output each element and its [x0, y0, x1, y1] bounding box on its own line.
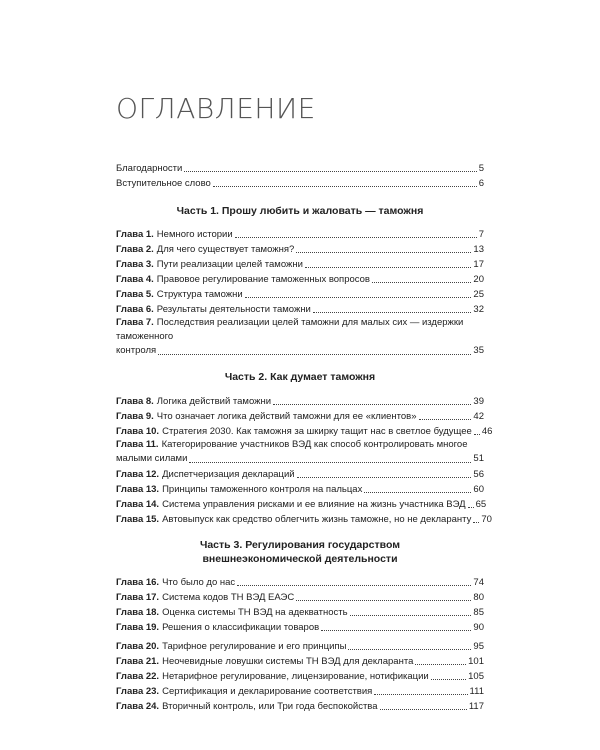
dot-leader: [158, 354, 471, 355]
entry-page: 7: [478, 229, 484, 240]
dot-leader: [468, 507, 474, 508]
entry-title: Немного истории: [156, 229, 233, 240]
dot-leader: [237, 585, 471, 586]
entry-title: Что было до нас: [162, 577, 236, 588]
toc-entry[interactable]: [116, 438, 484, 466]
entry-title: Оценка системы ТН ВЭД на адекватность: [162, 607, 348, 618]
chapter-label: Глава 7.: [116, 317, 154, 328]
toc-entry[interactable]: [116, 481, 484, 496]
entry-title-cont: малыми силами: [116, 453, 188, 464]
entry-title-line: [116, 316, 484, 344]
entry-title: Последствия реализации целей таможни для малых сих — издержки таможенного: [116, 317, 464, 342]
dot-leader: [313, 312, 472, 313]
chapter-label: Глава 20.: [116, 641, 160, 652]
entry-title: Результаты деятельности таможни: [156, 304, 311, 315]
dot-leader: [374, 694, 467, 695]
entry-page: 80: [473, 592, 484, 603]
toc-entry[interactable]: [116, 619, 484, 634]
table-of-contents: [116, 160, 493, 713]
toc-entry[interactable]: [116, 668, 484, 683]
toc-entry[interactable]: [116, 393, 484, 408]
chapter-label: Глава 10.: [116, 426, 160, 437]
entry-title-line: [116, 438, 484, 452]
chapter-label: Глава 12.: [116, 469, 160, 480]
toc-entry[interactable]: [116, 301, 484, 316]
dot-leader: [184, 171, 476, 172]
entry-page: 85: [473, 607, 484, 618]
entry-title: Вступительное слово: [116, 178, 211, 189]
chapter-label: Глава 21.: [116, 656, 160, 667]
entry-page: 13: [473, 244, 484, 255]
chapter-label: Глава 13.: [116, 484, 160, 495]
entry-page: 74: [473, 577, 484, 588]
part-heading: [116, 204, 484, 218]
entry-title: Структура таможни: [156, 289, 243, 300]
entry-page: 46: [481, 426, 493, 437]
entry-page: 25: [473, 289, 484, 300]
dot-leader: [296, 252, 471, 253]
chapter-label: Глава 23.: [116, 686, 160, 697]
page-title: ОГЛАВЛЕНИЕ: [116, 92, 316, 125]
entry-page: 70: [481, 514, 492, 525]
part-heading-line: Часть 2. Как думает таможня: [224, 371, 376, 383]
dot-leader: [474, 434, 480, 435]
dot-leader: [235, 237, 477, 238]
toc-parts: [116, 204, 493, 713]
entry-title-cont: контроля: [116, 345, 157, 356]
toc-entry[interactable]: [116, 226, 484, 241]
toc-entry[interactable]: [116, 423, 493, 438]
chapter-label: Глава 16.: [116, 577, 160, 588]
dot-leader: [321, 630, 471, 631]
entry-title: Пути реализации целей таможни: [156, 259, 303, 270]
toc-entry[interactable]: [116, 511, 492, 526]
chapter-label: Глава 9.: [116, 411, 154, 422]
entry-page: 17: [473, 259, 484, 270]
part-heading: [116, 538, 484, 566]
entry-page: 95: [473, 641, 484, 652]
dot-leader: [431, 679, 466, 680]
entry-title: Правовое регулирование таможенных вопросов: [156, 274, 370, 285]
chapter-label: Глава 6.: [116, 304, 154, 315]
entry-page: 6: [478, 178, 484, 189]
toc-entry[interactable]: [116, 638, 484, 653]
part-heading-line: Часть 1. Прошу любить и жаловать — таможня: [176, 205, 424, 217]
entry-title: Диспетчеризация деклараций: [162, 469, 295, 480]
toc-entry[interactable]: [116, 574, 484, 589]
entry-title: Автовыпуск как средство облегчить жизнь таможне, но не декларанту: [162, 514, 472, 525]
chapter-label: Глава 5.: [116, 289, 154, 300]
entry-title: Стратегия 2030. Как таможня за шкирку тащит нас в светлое будущее: [162, 426, 472, 437]
chapter-label: Глава 19.: [116, 622, 160, 633]
dot-leader: [380, 709, 467, 710]
chapter-label: Глава 1.: [116, 229, 154, 240]
entry-title: Система управления рисками и ее влияние на жизнь участника ВЭД: [162, 499, 466, 510]
dot-leader: [297, 477, 472, 478]
toc-entry[interactable]: [116, 408, 484, 423]
entry-page: 39: [473, 396, 484, 407]
entry-page: 35: [473, 345, 484, 356]
chapter-label: Глава 18.: [116, 607, 160, 618]
entry-page: 56: [473, 469, 484, 480]
dot-leader: [348, 649, 471, 650]
toc-entry[interactable]: [116, 286, 484, 301]
toc-entry[interactable]: [116, 496, 487, 511]
entry-page: 32: [473, 304, 484, 315]
dot-leader: [364, 492, 471, 493]
entry-title: Неочевидные ловушки системы ТН ВЭД для декларанта: [162, 656, 414, 667]
chapter-label: Глава 8.: [116, 396, 154, 407]
dot-leader: [273, 404, 471, 405]
entry-page: 90: [473, 622, 484, 633]
chapter-label: Глава 17.: [116, 592, 160, 603]
chapter-label: Глава 11.: [116, 439, 159, 450]
toc-entry[interactable]: [116, 256, 484, 271]
toc-entry[interactable]: [116, 653, 484, 668]
dot-leader: [419, 419, 472, 420]
entry-page: 51: [473, 453, 484, 464]
entry-page: 117: [468, 701, 484, 712]
chapter-label: Глава 24.: [116, 701, 160, 712]
dot-leader: [213, 186, 477, 187]
entry-title: Для чего существует таможня?: [156, 244, 295, 255]
dot-leader: [296, 600, 471, 601]
toc-entry[interactable]: [116, 241, 484, 256]
toc-entry[interactable]: [116, 683, 484, 698]
entry-page: 105: [468, 671, 484, 682]
entry-page: 65: [475, 499, 487, 510]
toc-entry[interactable]: [116, 698, 484, 713]
chapter-label: Глава 3.: [116, 259, 154, 270]
toc-entry[interactable]: [116, 466, 484, 481]
entry-page: 42: [473, 411, 484, 422]
entry-title: Что означает логика действий таможни для ее «клиентов»: [156, 411, 417, 422]
entry-page: 60: [473, 484, 484, 495]
entry-title-line: [116, 344, 484, 358]
dot-leader: [473, 522, 479, 523]
dot-leader: [305, 267, 471, 268]
chapter-label: Глава 4.: [116, 274, 154, 285]
toc-entry[interactable]: [116, 589, 484, 604]
toc-entry[interactable]: [116, 604, 484, 619]
part-heading-line: внешнеэкономической деятельности: [202, 553, 398, 565]
dot-leader: [245, 297, 472, 298]
toc-entry-acknowledgements[interactable]: [116, 160, 484, 175]
entry-title-line: [116, 452, 484, 466]
entry-title: Принципы таможенного контроля на пальцах: [162, 484, 363, 495]
dot-leader: [189, 462, 471, 463]
chapter-label: Глава 2.: [116, 244, 154, 255]
part-heading: [116, 370, 484, 384]
toc-entry[interactable]: [116, 316, 484, 358]
entry-title: Вторичный контроль, или Три года беспокойства: [162, 701, 378, 712]
chapter-label: Глава 14.: [116, 499, 160, 510]
entry-title: Благодарности: [116, 163, 183, 174]
dot-leader: [372, 282, 471, 283]
dot-leader: [350, 615, 472, 616]
entry-page: 20: [473, 274, 484, 285]
dot-leader: [415, 664, 466, 665]
entry-title: Нетарифное регулирование, лицензирование, нотификации: [162, 671, 429, 682]
entry-page: 101: [468, 656, 484, 667]
part-heading-line: Часть 3. Регулирования государством: [199, 539, 401, 551]
chapter-label: Глава 15.: [116, 514, 160, 525]
toc-entry[interactable]: [116, 271, 484, 286]
entry-title: Сертификация и декларирование соответствия: [162, 686, 373, 697]
entry-page: 5: [478, 163, 484, 174]
chapter-label: Глава 22.: [116, 671, 160, 682]
entry-title: Тарифное регулирование и его принципы: [162, 641, 347, 652]
toc-entry-foreword[interactable]: [116, 175, 484, 190]
entry-title: Решения о классификации товаров: [162, 622, 320, 633]
entry-page: 111: [469, 686, 484, 697]
entry-title: Категорирование участников ВЭД как способ контролировать многое: [161, 439, 468, 450]
entry-title: Логика действий таможни: [156, 396, 272, 407]
entry-title: Система кодов ТН ВЭД ЕАЭС: [162, 592, 295, 603]
